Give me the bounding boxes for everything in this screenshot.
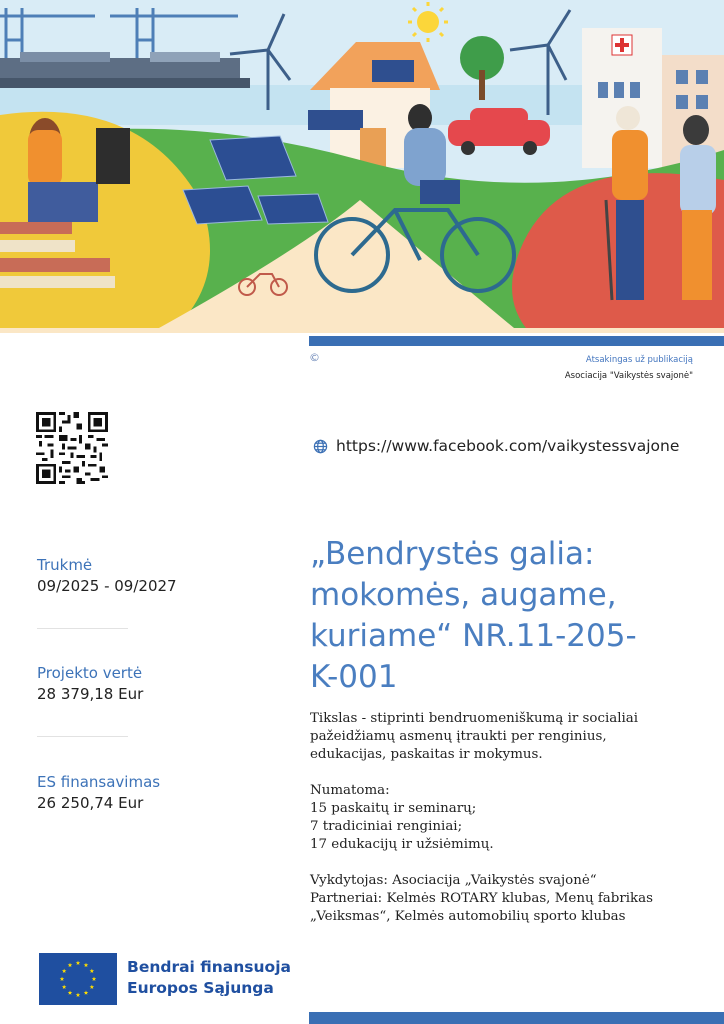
copyright-symbol: ©	[309, 351, 320, 364]
planned-heading: Numatoma:	[310, 783, 390, 798]
planned-line: 15 paskaitų ir seminarų;	[310, 801, 477, 816]
eu-funding-amount: 26 250,74 Eur	[37, 794, 144, 812]
responsible-label: Atsakingas už publikaciją	[585, 355, 693, 365]
footer-accent-bar	[309, 1012, 724, 1024]
goal-line: pažeidžiamų asmenų įtraukti per renginius,	[310, 729, 607, 744]
goal-line: edukacijas, paskaitas ir mokymus.	[310, 747, 543, 762]
eu-cofunded-line2: Europos Sąjunga	[127, 979, 274, 997]
partners-line: „Veiksmas“, Kelmės automobilių sporto klubas	[310, 909, 626, 924]
eu-cofunded-line1: Bendrai finansuoja	[127, 958, 291, 976]
partners-line: Partneriai: Kelmės ROTARY klubas, Menų fabrikas	[310, 891, 654, 906]
project-title-line: K-001	[310, 659, 398, 695]
globe-icon	[313, 439, 328, 454]
stats-divider	[37, 736, 128, 737]
project-value-amount: 28 379,18 Eur	[37, 685, 144, 703]
header-accent-bar	[309, 336, 724, 346]
duration-value: 09/2025 - 09/2027	[37, 577, 177, 595]
partners-paragraph	[310, 872, 690, 926]
project-title-line: mokomės, augame,	[310, 577, 617, 613]
project-title	[310, 534, 670, 698]
stats-divider	[37, 628, 128, 629]
project-title-line: „Bendrystės galia:	[310, 536, 595, 572]
project-title-line: kuriame“ NR.11-205-	[310, 618, 637, 654]
qr-code[interactable]	[36, 412, 108, 484]
website-link[interactable]: https://www.facebook.com/vaikystessvajone	[336, 437, 680, 455]
goal-line: Tikslas - stiprinti bendruomeniškumą ir socialiai	[310, 711, 639, 726]
hero-illustration	[0, 0, 724, 333]
goal-paragraph	[310, 710, 690, 764]
website-row[interactable]	[313, 437, 679, 455]
planned-line: 17 edukacijų ir užsiėmimų.	[310, 837, 494, 852]
eu-flag-icon	[39, 953, 117, 1005]
planned-line: 7 tradiciniai renginiai;	[310, 819, 463, 834]
planned-activities	[310, 782, 690, 854]
project-value-label: Projekto vertė	[37, 664, 143, 682]
responsible-organization: Asociacija "Vaikystės svajonė"	[564, 371, 693, 381]
implementer-line: Vykdytojas: Asociacija „Vaikystės svajonė“	[310, 873, 597, 888]
eu-funding-label: ES finansavimas	[37, 773, 161, 791]
duration-label: Trukmė	[37, 556, 93, 574]
